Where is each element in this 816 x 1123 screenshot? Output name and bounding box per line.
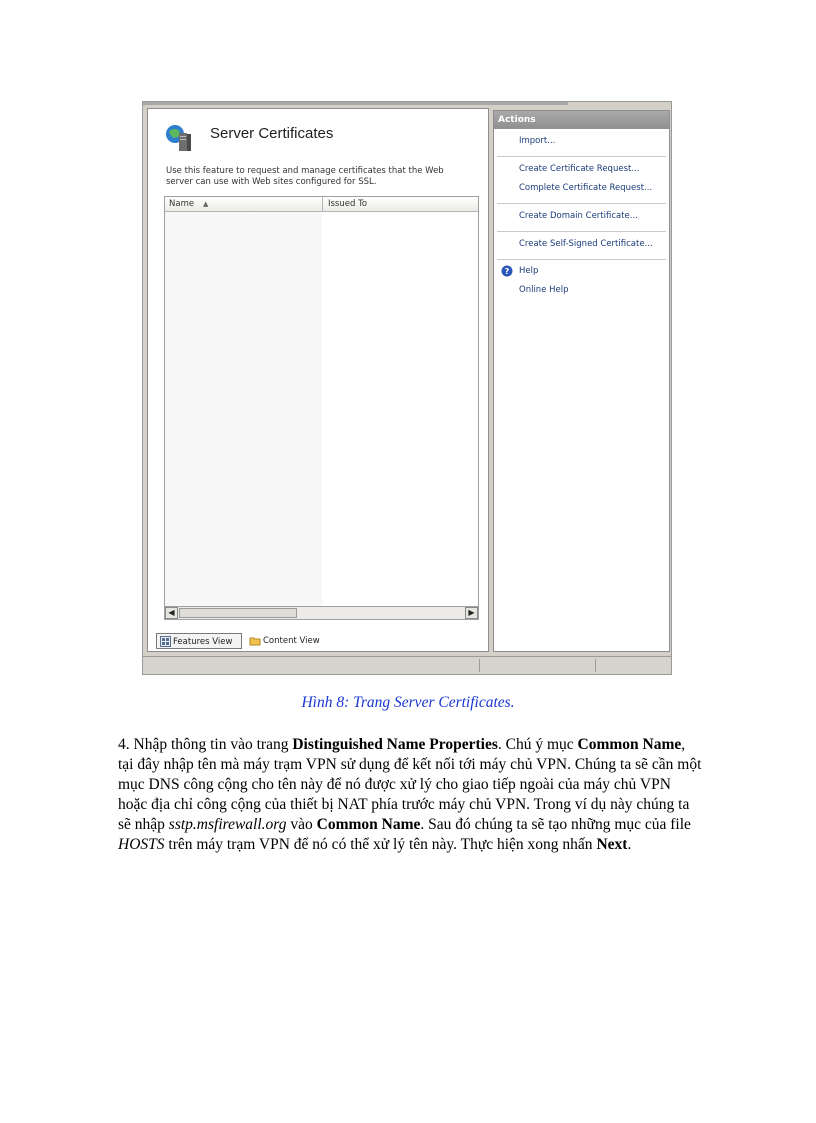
features-view-icon bbox=[160, 636, 171, 647]
para-text: vào bbox=[286, 816, 317, 833]
feature-description: Use this feature to request and manage certificates that the Web server can use with Web sites configured for SSL. bbox=[166, 166, 444, 187]
create-certificate-request-action[interactable]: Create Certificate Request... bbox=[519, 164, 640, 174]
para-italic: HOSTS bbox=[118, 836, 165, 853]
scroll-left-icon[interactable]: ◀ bbox=[165, 607, 178, 619]
sort-ascending-icon: ▲ bbox=[203, 200, 209, 208]
features-view-tab[interactable] bbox=[156, 633, 242, 649]
content-view-icon bbox=[249, 635, 261, 646]
status-bar bbox=[143, 656, 671, 674]
list-header bbox=[165, 197, 478, 212]
para-text: . Chú ý mục bbox=[497, 736, 578, 753]
create-self-signed-certificate-action[interactable]: Create Self-Signed Certificate... bbox=[519, 239, 653, 249]
para-italic: sstp.msfirewall.org bbox=[168, 816, 287, 833]
column-header-issued-to[interactable]: Issued To bbox=[328, 199, 368, 209]
para-text: . Sau đó chúng ta sẽ tạo những mục của file bbox=[420, 816, 691, 833]
help-action[interactable] bbox=[497, 262, 666, 281]
scroll-thumb[interactable] bbox=[179, 608, 297, 618]
column-header-name[interactable]: Name bbox=[169, 199, 195, 209]
help-label: Help bbox=[519, 266, 539, 276]
para-text: . bbox=[627, 836, 632, 853]
para-text: , tại đây nhập tên mà máy trạm VPN sử dụng để kết nối tới máy chủ VPN. Chúng ta sẽ cần một mục DNS công cộng cho tên này để nó được xử lý cho giao tiếp ngoài của máy chủ VPN hoặc địa chỉ công cộng của thiết bị NAT phía trước máy chủ VPN. Trong ví dụ này chúng ta sẽ nhập bbox=[118, 736, 702, 833]
top-strip bbox=[143, 102, 568, 105]
import-action[interactable]: Import... bbox=[519, 136, 556, 146]
para-bold: Common Name bbox=[577, 736, 682, 753]
para-bold: Distinguished Name Properties bbox=[292, 736, 498, 753]
server-certificate-icon bbox=[164, 123, 194, 153]
sorted-column-shade bbox=[165, 212, 322, 619]
complete-certificate-request-action[interactable]: Complete Certificate Request... bbox=[519, 183, 653, 193]
actions-group-request bbox=[497, 157, 666, 204]
online-help-action[interactable]: Online Help bbox=[519, 285, 569, 295]
actions-group-help bbox=[497, 262, 666, 300]
scroll-right-icon[interactable]: ▶ bbox=[465, 607, 478, 619]
help-icon bbox=[501, 265, 513, 277]
column-divider[interactable] bbox=[322, 197, 323, 211]
actions-group-import bbox=[497, 129, 666, 157]
features-view-label: Features View bbox=[173, 637, 233, 647]
content-view-label: Content View bbox=[263, 636, 320, 646]
actions-group-self-signed bbox=[497, 232, 666, 260]
server-certificates-screenshot bbox=[142, 101, 672, 675]
certificates-list[interactable] bbox=[164, 196, 479, 620]
para-text: 4. Nhập thông tin vào trang bbox=[118, 736, 293, 753]
features-pane bbox=[147, 108, 489, 652]
para-text: trên máy trạm VPN để nó có thể xử lý tên này. Thực hiện xong nhấn bbox=[164, 836, 597, 853]
status-divider bbox=[479, 659, 480, 672]
create-domain-certificate-action[interactable]: Create Domain Certificate... bbox=[519, 211, 638, 221]
para-bold: Common Name bbox=[316, 816, 421, 833]
horizontal-scrollbar[interactable] bbox=[164, 606, 479, 620]
status-divider bbox=[595, 659, 596, 672]
svg-text:?: ? bbox=[504, 267, 510, 276]
actions-group-domain bbox=[497, 204, 666, 232]
page-title: Server Certificates bbox=[210, 125, 334, 142]
instruction-paragraph bbox=[118, 735, 703, 855]
actions-pane bbox=[493, 110, 670, 652]
content-view-tab[interactable] bbox=[246, 633, 336, 649]
figure-caption: Hình 8: Trang Server Certificates. bbox=[301, 694, 515, 711]
actions-header: Actions bbox=[494, 111, 669, 129]
para-bold: Next bbox=[596, 836, 628, 853]
